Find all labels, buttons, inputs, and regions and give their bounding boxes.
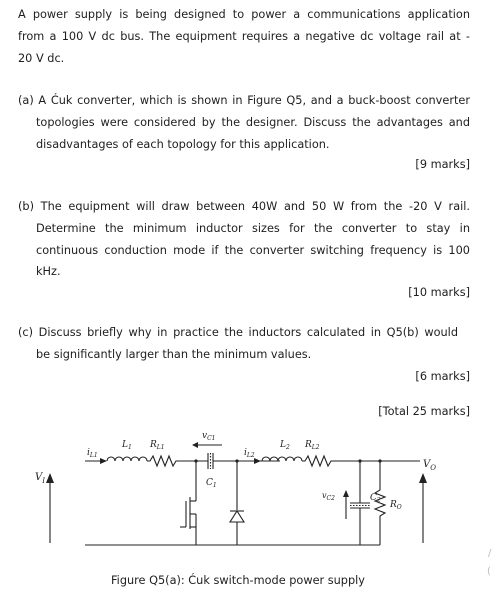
inductor-l2: [262, 457, 302, 461]
part-a-line: topologies were considered by the designer. Discuss the advantages and: [36, 116, 470, 129]
c2-label: $C_2$: [370, 493, 381, 504]
part-b-line: continuous conduction mode if the converter switching frequency is 100: [36, 244, 470, 257]
input-voltage-arrow: [46, 473, 54, 543]
part-b-marks: [10 marks]: [408, 286, 470, 299]
vc2-arrow: [343, 490, 349, 519]
output-voltage-arrow: [419, 473, 427, 543]
intro-line: from a 100 V dc bus. The equipment requires a negative dc voltage rail at -: [18, 30, 470, 43]
vc2-label: $v_{C2}$: [322, 491, 335, 502]
edge-artifact: /: [488, 548, 492, 559]
vc1-arrow: [192, 442, 222, 448]
vi-label: $V_I$: [35, 472, 45, 485]
l2-label: $L_2$: [280, 440, 290, 451]
il2-arrow: [254, 458, 261, 464]
il1-label: $i_{L1}$: [87, 448, 98, 459]
l1-label: $L_1$: [122, 440, 132, 451]
resistor-rl2: [302, 456, 334, 466]
vc1-label: $v_{C1}$: [202, 431, 216, 442]
rl1-label: $R_{L1}$: [150, 440, 165, 451]
resistor-rl1: [147, 456, 180, 466]
part-b-line: (b) The equipment will draw between 40W and 50 W from the -20 V rail.: [18, 200, 470, 213]
intro-line: 20 V dc.: [18, 52, 65, 65]
rl2-label: $R_{L2}$: [305, 440, 320, 451]
c1-label: $C_1$: [206, 478, 217, 489]
edge-artifact: (: [487, 566, 491, 577]
capacitor-c1: [208, 453, 213, 469]
ro-label: $R_O$: [390, 500, 402, 511]
il2-label: $i_{L2}$: [244, 448, 255, 459]
il1-arrow: [100, 458, 107, 464]
figure-caption: Figure Q5(a): Ćuk switch-mode power supply: [111, 574, 365, 587]
capacitor-c2: [350, 503, 370, 508]
total-marks: [Total 25 marks]: [378, 405, 470, 418]
part-b-line: kHz.: [36, 265, 61, 278]
part-a-marks: [9 marks]: [415, 158, 470, 171]
mosfet-switch: [180, 497, 196, 529]
part-a-line: disadvantages of each topology for this application.: [36, 138, 330, 151]
part-c-line: (c) Discuss briefly why in practice the inductors calculated in Q5(b) would: [18, 326, 458, 339]
inductor-l1: [107, 457, 147, 461]
part-c-marks: [6 marks]: [415, 370, 470, 383]
cuk-circuit-diagram: [30, 425, 450, 577]
part-b-line: Determine the minimum inductor sizes for the converter to stay in: [36, 222, 470, 235]
intro-line: A power supply is being designed to power a communications application: [18, 8, 470, 21]
vo-label: $V_O$: [423, 459, 436, 472]
diode: [230, 511, 244, 522]
part-a-line: (a) A Ćuk converter, which is shown in Figure Q5, and a buck-boost converter: [18, 94, 470, 107]
part-c-line: be significantly larger than the minimum values.: [36, 348, 312, 361]
